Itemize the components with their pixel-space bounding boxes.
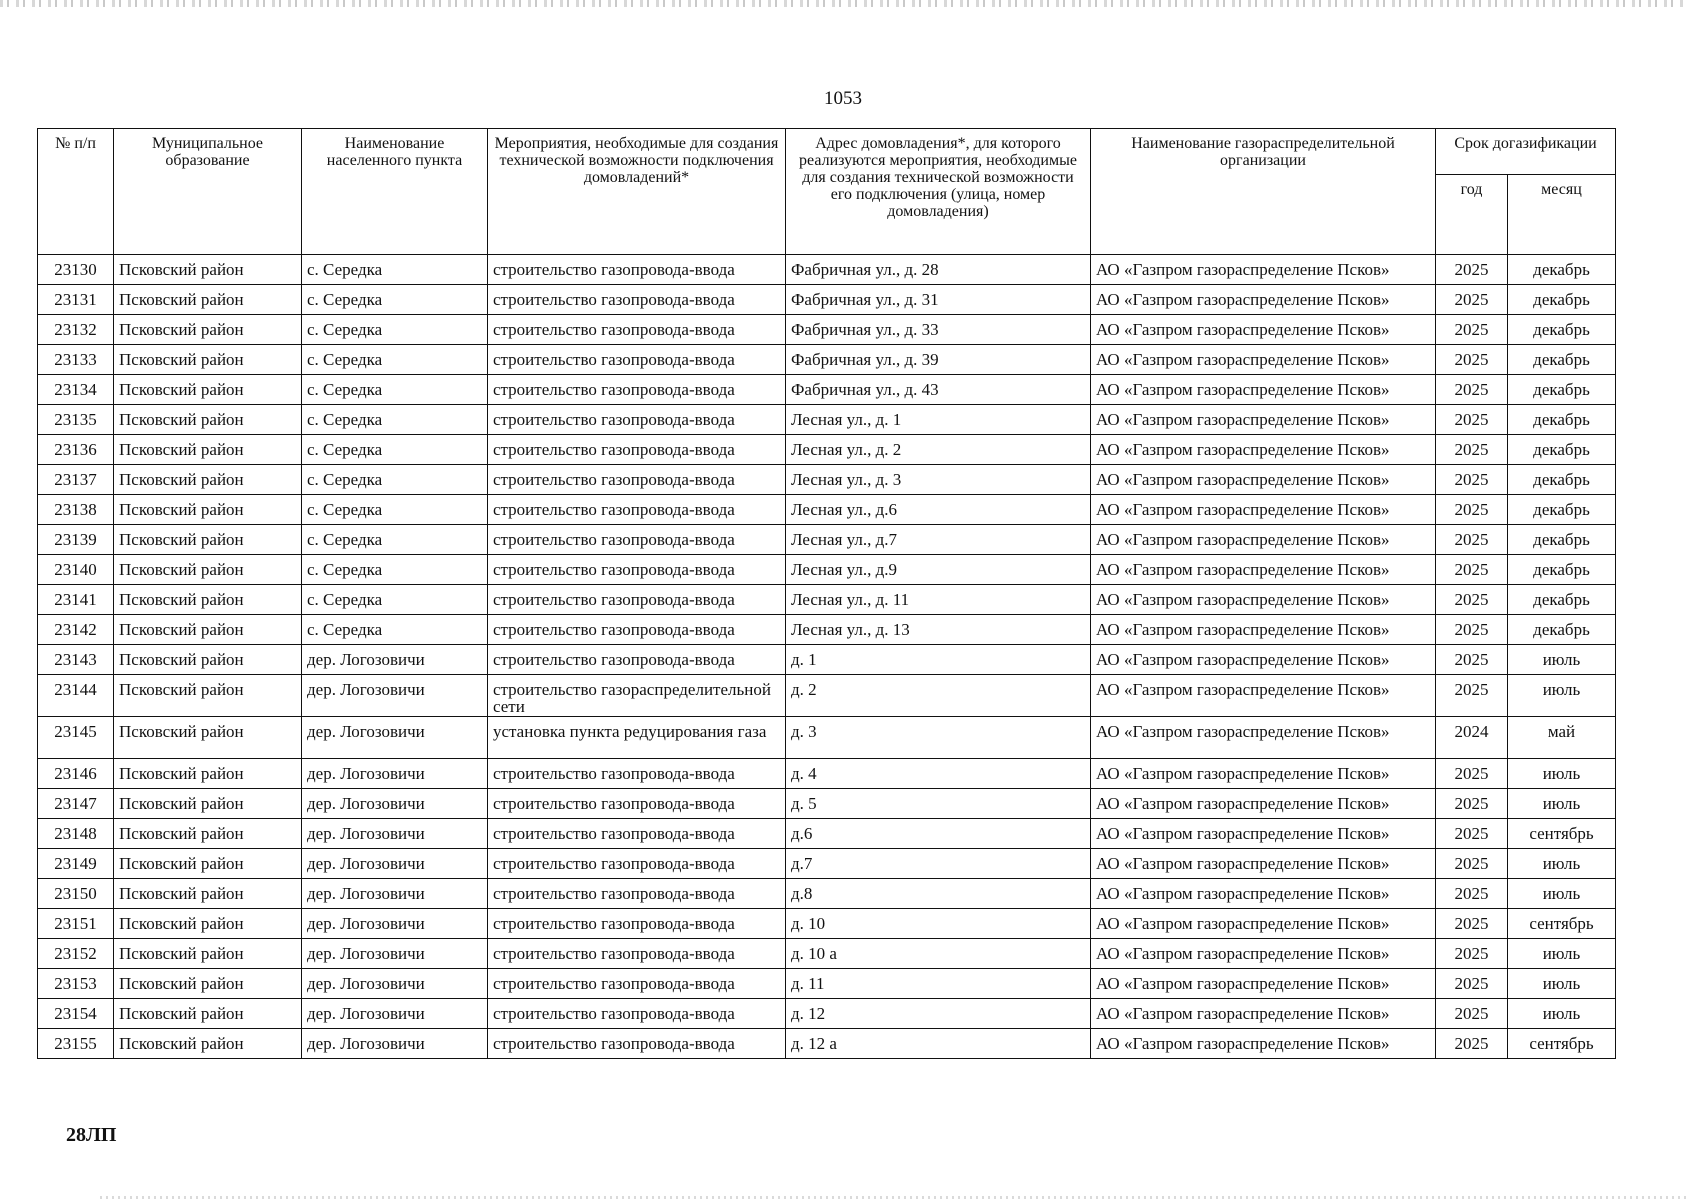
cell-municipality: Псковский район: [114, 879, 302, 909]
cell-measure: строительство газопровода-ввода: [488, 375, 786, 405]
cell-address: д. 1: [786, 645, 1091, 675]
cell-measure: строительство газопровода-ввода: [488, 789, 786, 819]
cell-address: Лесная ул., д.7: [786, 525, 1091, 555]
cell-measure: строительство газопровода-ввода: [488, 879, 786, 909]
cell-measure: строительство газопровода-ввода: [488, 615, 786, 645]
cell-municipality: Псковский район: [114, 1029, 302, 1059]
table-row: [38, 345, 1616, 375]
cell-measure: строительство газопровода-ввода: [488, 405, 786, 435]
cell-municipality: Псковский район: [114, 909, 302, 939]
cell-organization: АО «Газпром газораспределение Псков»: [1091, 717, 1436, 759]
cell-settlement: дер. Логозовичи: [302, 789, 488, 819]
table-row: [38, 1029, 1616, 1059]
cell-municipality: Псковский район: [114, 969, 302, 999]
cell-municipality: Псковский район: [114, 255, 302, 285]
cell-municipality: Псковский район: [114, 435, 302, 465]
gasification-table: [37, 128, 1616, 1059]
cell-num: 23141: [38, 585, 114, 615]
cell-organization: АО «Газпром газораспределение Псков»: [1091, 909, 1436, 939]
table-row: [38, 465, 1616, 495]
cell-settlement: с. Середка: [302, 285, 488, 315]
cell-municipality: Псковский район: [114, 525, 302, 555]
cell-year: 2024: [1436, 717, 1508, 759]
header-num: № п/п: [38, 129, 114, 255]
cell-year: 2025: [1436, 525, 1508, 555]
cell-address: д.8: [786, 879, 1091, 909]
cell-municipality: Псковский район: [114, 345, 302, 375]
cell-organization: АО «Газпром газораспределение Псков»: [1091, 879, 1436, 909]
cell-settlement: дер. Логозовичи: [302, 999, 488, 1029]
cell-num: 23155: [38, 1029, 114, 1059]
cell-settlement: с. Середка: [302, 345, 488, 375]
table-row: [38, 675, 1616, 717]
cell-year: 2025: [1436, 375, 1508, 405]
table-row: [38, 759, 1616, 789]
table-row: [38, 615, 1616, 645]
cell-settlement: с. Середка: [302, 585, 488, 615]
cell-measure: строительство газопровода-ввода: [488, 909, 786, 939]
cell-organization: АО «Газпром газораспределение Псков»: [1091, 405, 1436, 435]
cell-settlement: дер. Логозовичи: [302, 909, 488, 939]
cell-settlement: дер. Логозовичи: [302, 675, 488, 717]
cell-measure: строительство газопровода-ввода: [488, 999, 786, 1029]
cell-month: декабрь: [1508, 465, 1616, 495]
cell-municipality: Псковский район: [114, 849, 302, 879]
cell-address: д. 2: [786, 675, 1091, 717]
cell-measure: строительство газопровода-ввода: [488, 435, 786, 465]
cell-year: 2025: [1436, 999, 1508, 1029]
table-row: [38, 495, 1616, 525]
cell-year: 2025: [1436, 315, 1508, 345]
cell-municipality: Псковский район: [114, 615, 302, 645]
table-row: [38, 435, 1616, 465]
header-month: месяц: [1508, 175, 1616, 255]
cell-measure: строительство газопровода-ввода: [488, 255, 786, 285]
cell-settlement: дер. Логозовичи: [302, 759, 488, 789]
cell-month: июль: [1508, 645, 1616, 675]
cell-municipality: Псковский район: [114, 315, 302, 345]
cell-num: 23140: [38, 555, 114, 585]
cell-organization: АО «Газпром газораспределение Псков»: [1091, 315, 1436, 345]
cell-organization: АО «Газпром газораспределение Псков»: [1091, 285, 1436, 315]
table-row: [38, 375, 1616, 405]
cell-num: 23147: [38, 789, 114, 819]
table-row: [38, 405, 1616, 435]
cell-settlement: с. Середка: [302, 255, 488, 285]
cell-month: июль: [1508, 939, 1616, 969]
table-row: [38, 999, 1616, 1029]
cell-num: 23149: [38, 849, 114, 879]
cell-measure: строительство газопровода-ввода: [488, 849, 786, 879]
cell-year: 2025: [1436, 675, 1508, 717]
cell-measure: строительство газопровода-ввода: [488, 495, 786, 525]
header-address: Адрес домовладения*, для которого реализуются мероприятия, необходимые для создания технической возможности его подключения (улица, номер домовладения): [786, 129, 1091, 255]
cell-municipality: Псковский район: [114, 819, 302, 849]
cell-measure: строительство газопровода-ввода: [488, 819, 786, 849]
cell-address: Лесная ул., д. 2: [786, 435, 1091, 465]
cell-municipality: Псковский район: [114, 939, 302, 969]
cell-organization: АО «Газпром газораспределение Псков»: [1091, 435, 1436, 465]
cell-year: 2025: [1436, 345, 1508, 375]
cell-measure: строительство газопровода-ввода: [488, 525, 786, 555]
cell-organization: АО «Газпром газораспределение Псков»: [1091, 585, 1436, 615]
scan-edge-top: [0, 0, 1686, 7]
cell-settlement: дер. Логозовичи: [302, 879, 488, 909]
cell-organization: АО «Газпром газораспределение Псков»: [1091, 849, 1436, 879]
table-row: [38, 909, 1616, 939]
cell-municipality: Псковский район: [114, 465, 302, 495]
cell-address: д.7: [786, 849, 1091, 879]
cell-month: июль: [1508, 969, 1616, 999]
cell-measure: строительство газопровода-ввода: [488, 645, 786, 675]
cell-num: 23136: [38, 435, 114, 465]
cell-year: 2025: [1436, 939, 1508, 969]
scan-edge-bottom: [100, 1196, 1686, 1199]
cell-year: 2025: [1436, 555, 1508, 585]
cell-num: 23133: [38, 345, 114, 375]
cell-month: декабрь: [1508, 345, 1616, 375]
cell-month: сентябрь: [1508, 909, 1616, 939]
table-row: [38, 717, 1616, 759]
cell-organization: АО «Газпром газораспределение Псков»: [1091, 675, 1436, 717]
cell-month: декабрь: [1508, 525, 1616, 555]
header-term: Срок догазификации: [1436, 129, 1616, 175]
cell-municipality: Псковский район: [114, 285, 302, 315]
cell-measure: установка пункта редуцирования газа: [488, 717, 786, 759]
cell-year: 2025: [1436, 819, 1508, 849]
cell-num: 23139: [38, 525, 114, 555]
page-number: 1053: [824, 88, 862, 109]
cell-municipality: Псковский район: [114, 759, 302, 789]
cell-num: 23142: [38, 615, 114, 645]
cell-num: 23132: [38, 315, 114, 345]
cell-municipality: Псковский район: [114, 555, 302, 585]
cell-measure: строительство газопровода-ввода: [488, 939, 786, 969]
table-row: [38, 789, 1616, 819]
cell-num: 23154: [38, 999, 114, 1029]
table-row: [38, 585, 1616, 615]
cell-address: д. 10: [786, 909, 1091, 939]
cell-year: 2025: [1436, 465, 1508, 495]
cell-municipality: Псковский район: [114, 789, 302, 819]
table-row: [38, 315, 1616, 345]
cell-year: 2025: [1436, 969, 1508, 999]
cell-measure: строительство газопровода-ввода: [488, 969, 786, 999]
cell-month: декабрь: [1508, 555, 1616, 585]
cell-address: д. 12 а: [786, 1029, 1091, 1059]
cell-year: 2025: [1436, 645, 1508, 675]
cell-settlement: с. Середка: [302, 405, 488, 435]
cell-month: июль: [1508, 879, 1616, 909]
cell-measure: строительство газопровода-ввода: [488, 555, 786, 585]
cell-num: 23137: [38, 465, 114, 495]
header-measures: Мероприятия, необходимые для создания технической возможности подключения домовладений*: [488, 129, 786, 255]
cell-organization: АО «Газпром газораспределение Псков»: [1091, 345, 1436, 375]
cell-settlement: с. Середка: [302, 525, 488, 555]
cell-month: декабрь: [1508, 435, 1616, 465]
cell-month: декабрь: [1508, 585, 1616, 615]
cell-month: декабрь: [1508, 255, 1616, 285]
cell-organization: АО «Газпром газораспределение Псков»: [1091, 525, 1436, 555]
cell-address: Фабричная ул., д. 39: [786, 345, 1091, 375]
cell-address: д.6: [786, 819, 1091, 849]
cell-municipality: Псковский район: [114, 717, 302, 759]
cell-settlement: с. Середка: [302, 315, 488, 345]
cell-year: 2025: [1436, 1029, 1508, 1059]
cell-month: сентябрь: [1508, 819, 1616, 849]
cell-year: 2025: [1436, 255, 1508, 285]
cell-measure: строительство газопровода-ввода: [488, 759, 786, 789]
table-body: [38, 255, 1616, 1059]
cell-num: 23150: [38, 879, 114, 909]
cell-num: 23143: [38, 645, 114, 675]
cell-address: Лесная ул., д.9: [786, 555, 1091, 585]
table-row: [38, 525, 1616, 555]
cell-settlement: с. Середка: [302, 435, 488, 465]
cell-municipality: Псковский район: [114, 675, 302, 717]
footer-code: 28ЛП: [66, 1124, 117, 1146]
cell-organization: АО «Газпром газораспределение Псков»: [1091, 645, 1436, 675]
cell-organization: АО «Газпром газораспределение Псков»: [1091, 939, 1436, 969]
cell-address: Лесная ул., д.6: [786, 495, 1091, 525]
cell-year: 2025: [1436, 909, 1508, 939]
header-year: год: [1436, 175, 1508, 255]
cell-address: Фабричная ул., д. 31: [786, 285, 1091, 315]
cell-address: д. 11: [786, 969, 1091, 999]
cell-settlement: с. Середка: [302, 375, 488, 405]
cell-address: Фабричная ул., д. 43: [786, 375, 1091, 405]
cell-organization: АО «Газпром газораспределение Псков»: [1091, 819, 1436, 849]
cell-month: декабрь: [1508, 495, 1616, 525]
cell-year: 2025: [1436, 789, 1508, 819]
header-municipality: Муниципальное образование: [114, 129, 302, 255]
cell-municipality: Псковский район: [114, 405, 302, 435]
cell-month: июль: [1508, 675, 1616, 717]
cell-num: 23152: [38, 939, 114, 969]
cell-municipality: Псковский район: [114, 375, 302, 405]
cell-measure: строительство газопровода-ввода: [488, 285, 786, 315]
table-row: [38, 285, 1616, 315]
cell-num: 23153: [38, 969, 114, 999]
cell-organization: АО «Газпром газораспределение Псков»: [1091, 999, 1436, 1029]
table-row: [38, 555, 1616, 585]
cell-year: 2025: [1436, 615, 1508, 645]
cell-year: 2025: [1436, 435, 1508, 465]
cell-measure: строительство газопровода-ввода: [488, 465, 786, 495]
table-row: [38, 939, 1616, 969]
cell-year: 2025: [1436, 495, 1508, 525]
cell-settlement: с. Середка: [302, 465, 488, 495]
cell-num: 23151: [38, 909, 114, 939]
cell-year: 2025: [1436, 405, 1508, 435]
cell-num: 23144: [38, 675, 114, 717]
cell-organization: АО «Газпром газораспределение Псков»: [1091, 789, 1436, 819]
cell-address: Лесная ул., д. 11: [786, 585, 1091, 615]
cell-settlement: с. Середка: [302, 615, 488, 645]
cell-measure: строительство газопровода-ввода: [488, 585, 786, 615]
cell-organization: АО «Газпром газораспределение Псков»: [1091, 465, 1436, 495]
cell-organization: АО «Газпром газораспределение Псков»: [1091, 1029, 1436, 1059]
cell-organization: АО «Газпром газораспределение Псков»: [1091, 495, 1436, 525]
cell-month: июль: [1508, 849, 1616, 879]
cell-measure: строительство газораспределительной сети: [488, 675, 786, 717]
cell-organization: АО «Газпром газораспределение Псков»: [1091, 375, 1436, 405]
cell-settlement: дер. Логозовичи: [302, 969, 488, 999]
cell-settlement: дер. Логозовичи: [302, 645, 488, 675]
cell-settlement: дер. Логозовичи: [302, 819, 488, 849]
cell-municipality: Псковский район: [114, 999, 302, 1029]
cell-num: 23130: [38, 255, 114, 285]
cell-month: декабрь: [1508, 315, 1616, 345]
table-row: [38, 969, 1616, 999]
cell-month: май: [1508, 717, 1616, 759]
table-row: [38, 819, 1616, 849]
cell-year: 2025: [1436, 759, 1508, 789]
cell-num: 23135: [38, 405, 114, 435]
cell-address: д. 12: [786, 999, 1091, 1029]
cell-month: декабрь: [1508, 615, 1616, 645]
cell-measure: строительство газопровода-ввода: [488, 315, 786, 345]
cell-num: 23145: [38, 717, 114, 759]
cell-settlement: дер. Логозовичи: [302, 1029, 488, 1059]
header-settlement: Наименование населенного пункта: [302, 129, 488, 255]
cell-year: 2025: [1436, 585, 1508, 615]
cell-municipality: Псковский район: [114, 585, 302, 615]
cell-month: декабрь: [1508, 285, 1616, 315]
cell-address: Лесная ул., д. 1: [786, 405, 1091, 435]
header-organization: Наименование газораспределительной организации: [1091, 129, 1436, 255]
cell-month: июль: [1508, 759, 1616, 789]
cell-measure: строительство газопровода-ввода: [488, 1029, 786, 1059]
cell-month: сентябрь: [1508, 1029, 1616, 1059]
table-row: [38, 849, 1616, 879]
cell-organization: АО «Газпром газораспределение Псков»: [1091, 255, 1436, 285]
cell-address: Фабричная ул., д. 28: [786, 255, 1091, 285]
cell-address: д. 10 а: [786, 939, 1091, 969]
cell-num: 23138: [38, 495, 114, 525]
cell-address: д. 4: [786, 759, 1091, 789]
cell-num: 23148: [38, 819, 114, 849]
cell-settlement: дер. Логозовичи: [302, 939, 488, 969]
cell-address: Фабричная ул., д. 33: [786, 315, 1091, 345]
cell-municipality: Псковский район: [114, 495, 302, 525]
cell-month: июль: [1508, 789, 1616, 819]
cell-num: 23134: [38, 375, 114, 405]
table-row: [38, 255, 1616, 285]
cell-year: 2025: [1436, 879, 1508, 909]
cell-address: Лесная ул., д. 3: [786, 465, 1091, 495]
table-row: [38, 879, 1616, 909]
cell-num: 23146: [38, 759, 114, 789]
cell-municipality: Псковский район: [114, 645, 302, 675]
cell-month: декабрь: [1508, 375, 1616, 405]
cell-settlement: дер. Логозовичи: [302, 849, 488, 879]
cell-month: декабрь: [1508, 405, 1616, 435]
cell-settlement: с. Середка: [302, 495, 488, 525]
cell-address: д. 3: [786, 717, 1091, 759]
cell-organization: АО «Газпром газораспределение Псков»: [1091, 759, 1436, 789]
cell-num: 23131: [38, 285, 114, 315]
table-row: [38, 645, 1616, 675]
cell-organization: АО «Газпром газораспределение Псков»: [1091, 615, 1436, 645]
cell-measure: строительство газопровода-ввода: [488, 345, 786, 375]
cell-address: Лесная ул., д. 13: [786, 615, 1091, 645]
cell-year: 2025: [1436, 849, 1508, 879]
cell-address: д. 5: [786, 789, 1091, 819]
table-header-row: [38, 129, 1616, 175]
cell-organization: АО «Газпром газораспределение Псков»: [1091, 969, 1436, 999]
cell-organization: АО «Газпром газораспределение Псков»: [1091, 555, 1436, 585]
cell-settlement: с. Середка: [302, 555, 488, 585]
cell-month: июль: [1508, 999, 1616, 1029]
cell-year: 2025: [1436, 285, 1508, 315]
cell-settlement: дер. Логозовичи: [302, 717, 488, 759]
